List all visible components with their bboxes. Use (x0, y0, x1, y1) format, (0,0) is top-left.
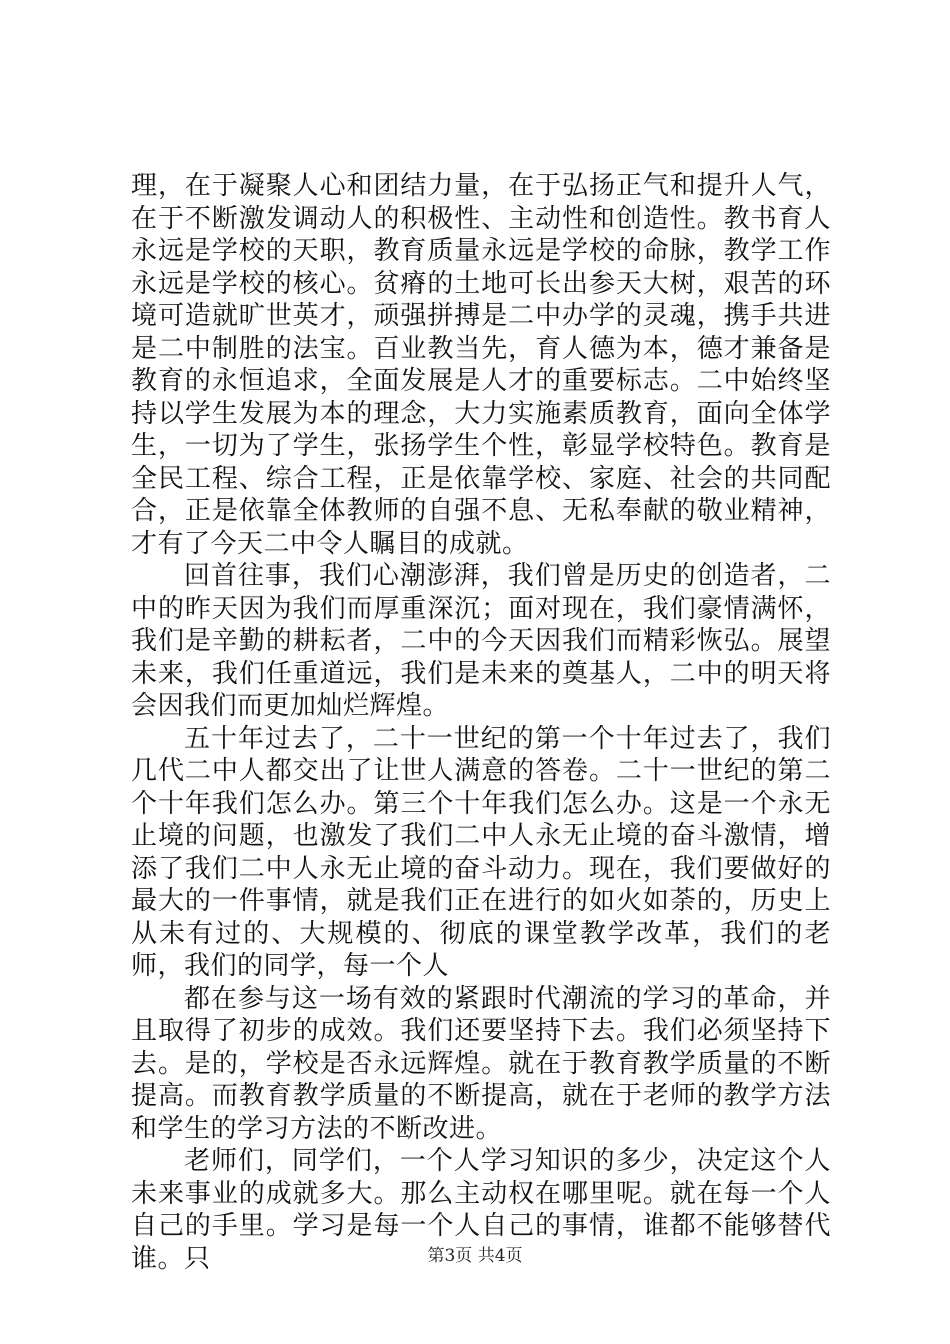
paragraph-2: 回首往事，我们心潮澎湃，我们曾是历史的创造者，二中的昨天因为我们而厚重深沉；面对现在，我们豪情满怀，我们是辛勤的耕耘者，二中的今天因我们而精彩恢弘。展望未来，我们任重道远，我们是未来的奠基人，二中的明天将会因我们而更加灿烂辉煌。 (131, 561, 831, 721)
document-body (131, 170, 831, 1275)
paragraph-5: 老师们，同学们，一个人学习知识的多少，决定这个人未来事业的成就多大。那么主动权在哪里呢。就在每一个人自己的手里。学习是每一个人自己的事情，谁都不能够替代谁。只 (131, 1146, 831, 1274)
paragraph-4: 都在参与这一场有效的紧跟时代潮流的学习的革命，并且取得了初步的成效。我们还要坚持下去。我们必须坚持下去。是的，学校是否永远辉煌。就在于教育教学质量的不断提高。而教育教学质量的不断提高，就在于老师的教学方法和学生的学习方法的不断改进。 (131, 983, 831, 1144)
page-number-footer: 第3页 共4页 (427, 1246, 523, 1266)
paragraph-3: 五十年过去了，二十一世纪的第一个十年过去了，我们几代二中人都交出了让世人满意的答卷。二十一世纪的第二个十年我们怎么办。第三个十年我们怎么办。这是一个永无止境的问题，也激发了我们二中人永无止境的奋斗激情，增添了我们二中人永无止境的奋斗动力。现在，我们要做好的最大的一件事情，就是我们正在进行的如火如荼的，历史上从未有过的、大规模的、彻底的课堂教学改革，我们的老师，我们的同学，每一个人 (131, 723, 831, 981)
paragraph-1: 理，在于凝聚人心和团结力量，在于弘扬正气和提升人气，在于不断激发调动人的积极性、主动性和创造性。教书育人永远是学校的天职，教育质量永远是学校的命脉，教学工作永远是学校的核心。贫瘠的土地可长出参天大树，艰苦的环境可造就旷世英才，顽强拼搏是二中办学的灵魂，携手共进是二中制胜的法宝。百业教当先，育人德为本，德才兼备是教育的永恒追求，全面发展是人才的重要标志。二中始终坚持以学生发展为本的理念，大力实施素质教育，面向全体学生，一切为了学生，张扬学生个性，彰显学校特色。教育是全民工程、综合工程，正是依靠学校、家庭、社会的共同配合，正是依靠全体教师的自强不息、无私奉献的敬业精神，才有了今天二中令人瞩目的成就。 (131, 171, 831, 559)
